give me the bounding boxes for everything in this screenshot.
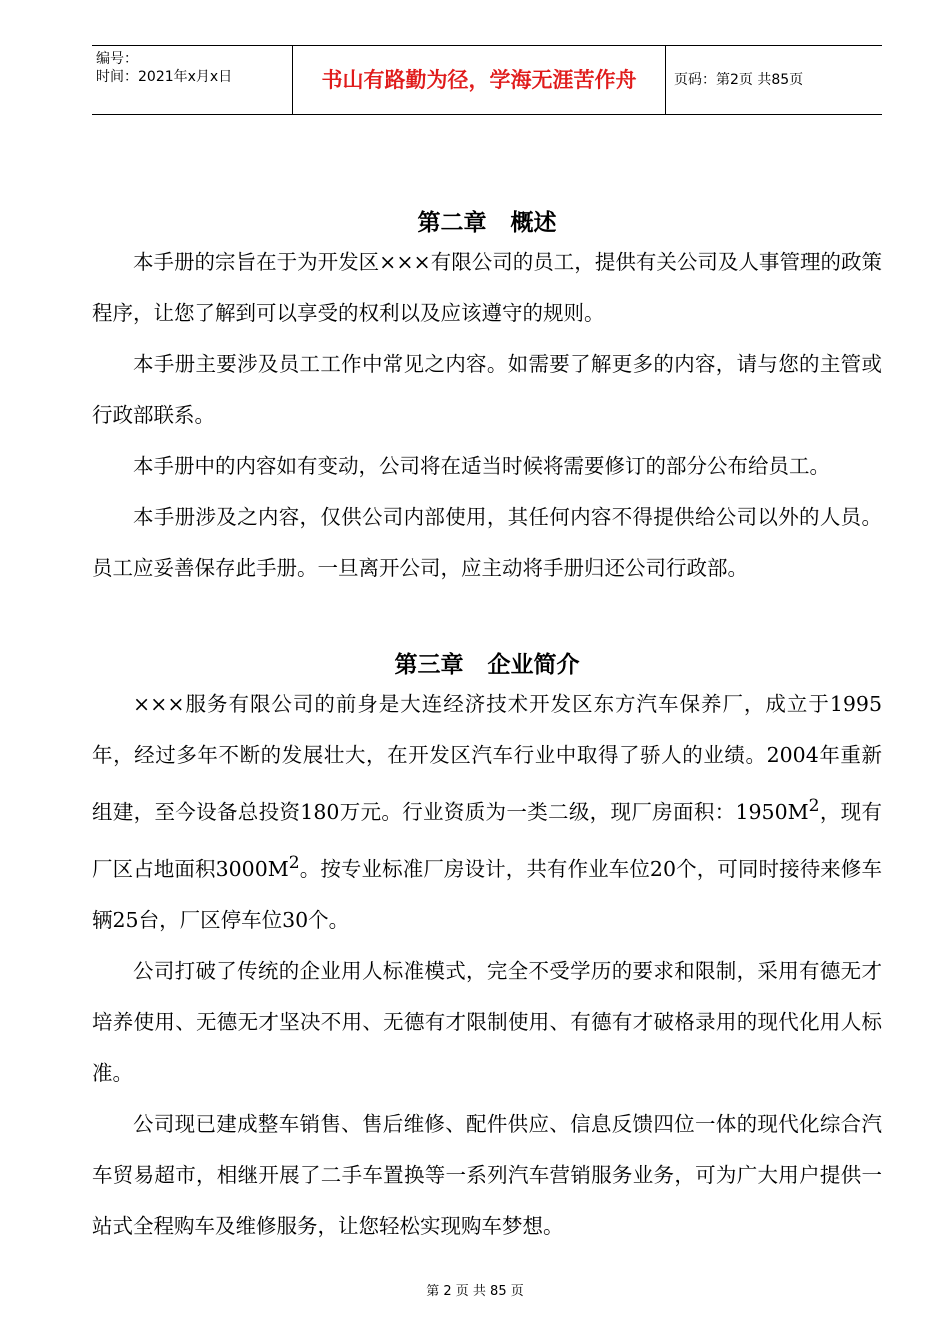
superscript-square: 2 bbox=[808, 796, 820, 816]
chapter-3-paragraph-1 bbox=[92, 679, 882, 946]
chapter-2-paragraph-1: 本手册的宗旨在于为开发区×××有限公司的员工，提供有关公司及人事管理的政策程序，让您了解到可以享受的权利以及应该遵守的规则。 bbox=[92, 250, 882, 325]
chapter-2-paragraph-3: 本手册中的内容如有变动，公司将在适当时候将需要修订的部分公布给员工。 bbox=[133, 454, 830, 478]
chapter-3-p1-part-b: ，现有厂区占地面积3000M bbox=[92, 799, 882, 881]
chapter-3-paragraph-3: 公司现已建成整车销售、售后维修、配件供应、信息反馈四位一体的现代化综合汽车贸易超市，相继开展了二手车置换等一系列汽车营销服务业务，可为广大用户提供一站式全程购车及维修服务，让您轻松实现购车梦想。 bbox=[92, 1111, 882, 1238]
chapter-3-p1-part-c: 。按专业标准厂房设计，共有作业车位20个，可同时接待来修车辆25台，厂区停车位30个。 bbox=[92, 856, 882, 932]
header-motto: 书山有路勤为径，学海无涯苦作舟 bbox=[293, 46, 666, 114]
chapter-2-paragraph-2: 本手册主要涉及员工工作中常见之内容。如需要了解更多的内容，请与您的主管或行政部联系。 bbox=[92, 352, 882, 427]
page-header bbox=[92, 45, 882, 115]
document-time-label: 时间：2021年x月x日 bbox=[96, 69, 233, 85]
page-footer: 第 2 页 共 85 页 bbox=[426, 1284, 524, 1299]
chapter-2-title: 第二章 概述 bbox=[417, 210, 557, 236]
document-number-label: 编号： bbox=[96, 51, 138, 67]
chapter-3-title: 第三章 企业简介 bbox=[394, 652, 580, 678]
chapter-3-paragraph-2: 公司打破了传统的企业用人标准模式，完全不受学历的要求和限制，采用有德无才培养使用、无德无才坚决不用、无德有才限制使用、有德有才破格录用的现代化用人标准。 bbox=[92, 958, 882, 1085]
document-body bbox=[92, 200, 882, 1252]
chapter-3-p1-part-a: ×××服务有限公司的前身是大连经济技术开发区东方汽车保养厂，成立于1995年，经过多年不断的发展壮大，在开发区汽车行业中取得了骄人的业绩。2004年重新组建，至今设备总投资180万元。行业资质为一类二级，现厂房面积：1950M bbox=[92, 692, 882, 824]
header-info-cell bbox=[92, 46, 293, 114]
chapter-2-paragraph-4: 本手册涉及之内容，仅供公司内部使用，其任何内容不得提供给公司以外的人员。员工应妥善保存此手册。一旦离开公司，应主动将手册归还公司行政部。 bbox=[92, 505, 882, 580]
header-page-info: 页码：第2页 共85页 bbox=[674, 72, 804, 88]
superscript-square: 2 bbox=[288, 852, 300, 873]
